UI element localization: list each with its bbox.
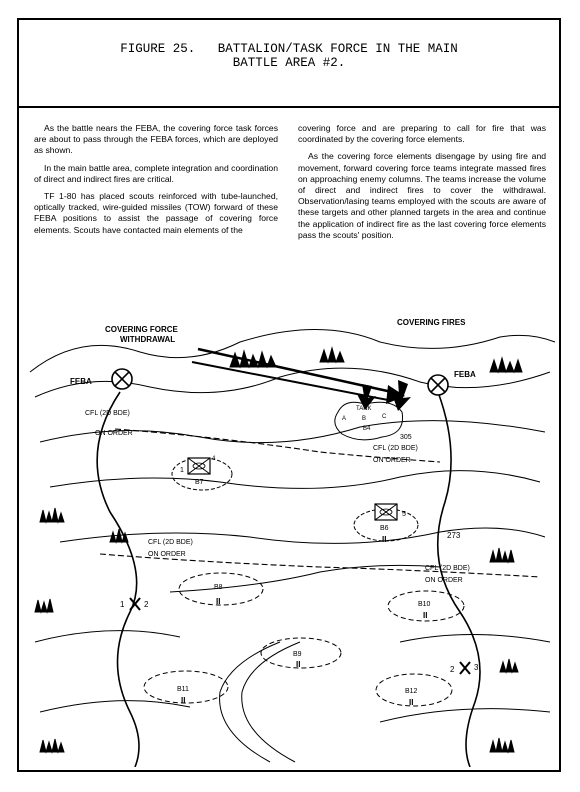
covering-fire-arrow [392, 380, 411, 411]
text-column-right [298, 123, 546, 247]
tree-cluster [490, 738, 514, 752]
unit-b7-label: B7 [195, 479, 204, 486]
figure-title-line2: BATTLE AREA #2. [232, 56, 346, 70]
target-cluster [335, 402, 403, 440]
paragraph: covering force and are preparing to call for fire that was coordinated by the covering force elements. [298, 123, 546, 145]
tree-cluster [40, 508, 64, 522]
bp-b8-label: B8 [214, 584, 223, 591]
paragraph: In the main battle area, complete integration and coordination of direct and indirect fires are critical. [34, 162, 278, 184]
target-a: A [342, 416, 347, 422]
feba-right-label: FEBA [454, 370, 476, 379]
tree-cluster [35, 599, 53, 612]
target-b4: B4 [363, 426, 371, 432]
hill-line [60, 528, 545, 543]
boundary-right-number: 3 [474, 663, 479, 672]
bp-b10-label: B10 [418, 601, 431, 608]
unit-b6-ii: II [382, 535, 387, 544]
hill-line [35, 631, 180, 642]
on-order-label: ON ORDER [425, 577, 463, 584]
unit-b7-number: 1 [180, 467, 184, 474]
target-273: 273 [447, 531, 461, 540]
bp-b10-ii: II [423, 611, 428, 620]
hill-line [40, 701, 190, 712]
paragraph: TF 1-80 has placed scouts reinforced with tube-launched, optically tracked, wire-guided missiles (TOW) forward of these FEBA positions to assist the passage of covering force elements. Scouts have contacted main elements of the [34, 191, 278, 235]
feba-left-label: FEBA [70, 377, 92, 386]
title-box [19, 20, 559, 108]
hill-line [30, 330, 555, 373]
cfl-label-left: CFL (2D BDE) [85, 410, 130, 417]
boundary-left-number: 2 [144, 600, 149, 609]
text-column-left [34, 123, 278, 242]
tree-cluster [490, 548, 514, 562]
on-order-label: ON ORDER [373, 457, 411, 464]
paragraph: As the covering force elements disengage by using fire and movement, forward covering force teams integrate massed fires on approaching enemy columns. The teams increase the volume of direct and indirect fires to cover the withdrawal. Observation/lasing teams employed with the scouts are aware of these targets and other planned targets in the area and continue the application of indirect fire as the last covering force elements pass the scouts' position. [298, 151, 546, 240]
cfl-label-far: CFL (2D BDE) [425, 565, 470, 572]
cfl-label-right: CFL (2D BDE) [373, 445, 418, 452]
tree-cluster [320, 348, 344, 362]
bp-b11-ii: II [181, 696, 186, 705]
on-order-label: ON ORDER [95, 430, 133, 437]
bp-b9-label: B9 [293, 651, 302, 658]
boundary-right-x [460, 662, 470, 674]
bp-b12-label: B12 [405, 688, 418, 695]
paragraph: As the battle nears the FEBA, the covering force task forces are about to pass through the FEBA forces, which are deployed as shown. [34, 123, 278, 156]
tank-label: TANK [356, 406, 372, 412]
target-b: B [362, 416, 367, 422]
figure-title-line1: FIGURE 25. BATTALION/TASK FORCE IN THE MAIN [120, 42, 458, 56]
bp-b11-label: B11 [177, 686, 189, 693]
boundary-left-number: 1 [120, 600, 125, 609]
target-305: 305 [400, 434, 412, 441]
hill-line [380, 709, 550, 722]
tree-cluster [40, 739, 64, 752]
covering-force-label: COVERING FORCE [105, 325, 178, 334]
unit-b7-number: 4 [212, 456, 216, 462]
unit-b6-number: 5 [402, 511, 406, 518]
unit-b6-label: B6 [380, 525, 389, 532]
cfl-label-mid: CFL (2D BDE) [148, 539, 193, 546]
withdrawal-arrow [192, 349, 405, 404]
hill-line [50, 471, 540, 489]
battle-map [20, 312, 560, 767]
tree-cluster [490, 358, 522, 372]
bp-b9-ii: II [296, 660, 301, 669]
covering-fires-label: COVERING FIRES [397, 318, 466, 327]
on-order-label: ON ORDER [148, 551, 186, 558]
tree-cluster [500, 659, 518, 672]
figure-title [19, 42, 559, 70]
target-c: C [382, 414, 387, 420]
covering-force-label: WITHDRAWAL [120, 335, 176, 344]
bp-b8-ii: II [216, 597, 221, 606]
river [170, 565, 440, 762]
unit-b7 [172, 456, 232, 490]
boundary-right-number: 2 [450, 665, 455, 674]
feba-left-line [97, 392, 139, 767]
bp-b12-ii: II [409, 698, 414, 707]
